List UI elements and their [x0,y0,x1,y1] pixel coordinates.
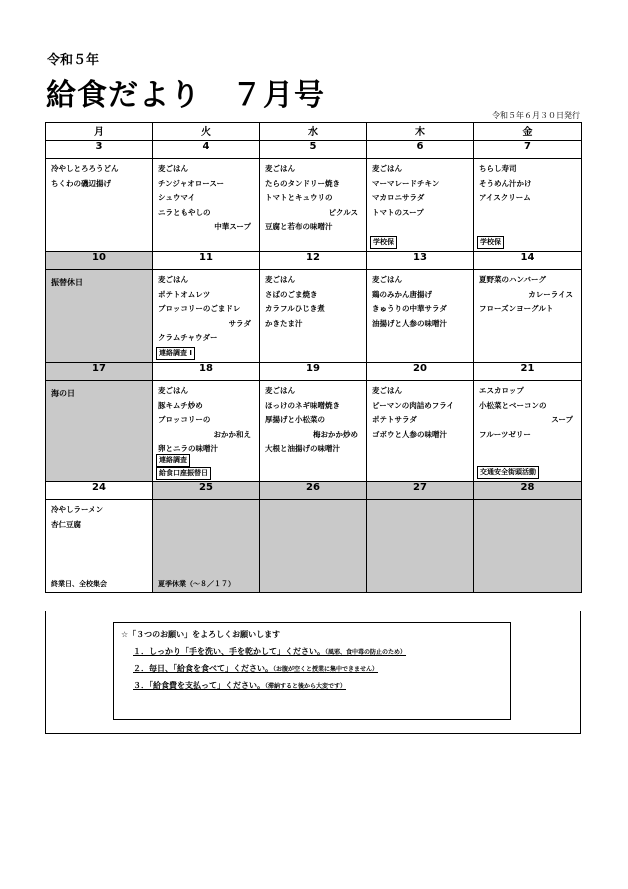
menu-item: 麦ごはん [265,275,295,284]
menu-item: 麦ごはん [158,164,188,173]
menu-item: アイスクリーム [479,193,531,202]
menu-cell [153,381,260,482]
date-cell: 6 [367,141,474,159]
menu-item: 油揚げと人参の味噌汁 [372,318,447,328]
menu-item: 麦ごはん [265,386,295,395]
menu-cell [46,159,153,252]
date-cell: 13 [367,252,474,270]
menu-cell [474,270,582,363]
menu-item: 卵とニラの味噌汁 [158,444,218,453]
menu-item: かきたま汁 [265,318,303,328]
weekday-tue: 火 [153,123,260,141]
event-tag: 夏季休業（～８／１７） [158,580,235,588]
menu-item: サラダ [228,318,251,328]
menu-item: おかか和え [213,429,251,439]
menu-cell [153,159,260,252]
date-cell: 20 [367,363,474,381]
menu-cell [46,500,153,593]
menu-item: 麦ごはん [158,386,188,395]
menu-item: きゅうりの中華サラダ [372,304,447,313]
event-tag: 終業日、全校集会 [51,580,107,588]
notice-line-2: ２．毎日、「給食を食べて」ください。（お腹が空くと授業に集中できません） [133,664,379,673]
notice-box [113,622,511,720]
menu-cell [46,270,153,363]
menu-item: ちくわの磯辺揚げ [51,178,111,188]
menu-item: ほっけのネギ味噌焼き [265,400,340,410]
date-cell: 17 [46,363,153,381]
menu-item: 冷やしラーメン [51,505,104,514]
menu-item: 中華スープ [214,222,251,231]
notice-lead: ☆「３つのお願い」をよろしくお願いします [121,630,281,639]
event-tag: 連絡調査 I [156,347,195,360]
menu-cell [260,159,367,252]
date-cell: 7 [474,141,582,159]
menu-item: さばのごま焼き [265,289,318,299]
date-cell: 3 [46,141,153,159]
menu-cell [260,270,367,363]
notice-line-3: ３．「給食費を支払って」ください。（滞納すると後から大変です） [133,681,347,690]
menu-item: マカロニサラダ [372,193,425,202]
menu-items [474,381,581,442]
menu-item: 小松菜とベーコンの [479,400,547,410]
menu-items [153,270,259,346]
date-cell: 19 [260,363,367,381]
menu-item: フルーツゼリー [479,429,531,439]
date-cell: 5 [260,141,367,159]
menu-item: ピクルス [328,207,358,217]
date-cell: 21 [474,363,582,381]
menu-item: シュウマイ [158,193,196,202]
date-cell: 4 [153,141,260,159]
menu-items [260,159,366,235]
era-label: 令和５年 [47,53,100,68]
menu-cell [46,381,153,482]
menu-row [46,500,582,593]
menu-items [367,159,473,220]
date-row [46,363,582,381]
menu-item: 麦ごはん [265,164,295,173]
menu-item: トマトのスープ [372,207,424,217]
date-cell: 14 [474,252,582,270]
date-row [46,482,582,500]
menu-item: カラフルひじき煮 [265,304,325,313]
date-cell: 28 [474,482,582,500]
menu-item: ゴボウと人参の味噌汁 [372,429,447,439]
menu-item: 夏野菜のハンバーグ [479,275,546,284]
date-row [46,141,582,159]
event-tag: 交通安全街頭活動 [477,466,539,479]
date-cell: 24 [46,482,153,500]
menu-item: カレーライス [528,289,573,299]
menu-item: ニラともやしの [158,207,211,217]
date-cell: 27 [367,482,474,500]
notice-line-1: １．しっかり「手を洗い、手を乾かして」ください。（風邪、食中毒の防止のため） [133,647,407,656]
menu-item: ブロッコリーの [158,415,211,424]
menu-item: 麦ごはん [372,275,402,284]
event-tag: 連絡調査 [156,454,190,467]
menu-item: 大根と油揚げの味噌汁 [265,444,340,453]
date-cell: 12 [260,252,367,270]
menu-item: フローズンヨーグルト [479,304,554,313]
menu-item: 麦ごはん [158,275,188,284]
menu-cell [474,500,582,593]
menu-cell [260,500,367,593]
menu-items [153,381,259,457]
menu-item: 梅おかか炒め [313,429,358,439]
newsletter-title: 給食だより ７月号 [46,78,325,113]
menu-cell [153,270,260,363]
menu-items [474,270,581,317]
menu-item: マーマレードチキン [372,178,440,188]
event-tag: 学校保 [370,236,397,249]
weekday-thu: 木 [367,123,474,141]
menu-item: ピーマンの肉詰めフライ [372,400,454,410]
menu-cell [260,381,367,482]
event-tag: 学校保 [477,236,504,249]
menu-item: たらのタンドリー焼き [265,178,340,188]
date-cell: 11 [153,252,260,270]
lunch-calendar [45,122,582,593]
menu-row [46,270,582,363]
weekday-header-row [46,123,582,141]
weekday-mon: 月 [46,123,153,141]
menu-item: 鶏のみかん唐揚げ [372,289,432,299]
menu-items [367,270,473,331]
menu-items [260,381,366,457]
weekday-fri: 金 [474,123,582,141]
menu-row [46,381,582,482]
menu-cell [367,500,474,593]
menu-items [46,159,152,191]
menu-item: 厚揚げと小松菜の [265,415,325,424]
date-row [46,252,582,270]
date-cell: 10 [46,252,153,270]
menu-cell [367,381,474,482]
menu-cell [153,500,260,593]
menu-item: 豚キムチ炒め [158,400,203,410]
menu-item: ちらし寿司 [479,164,517,173]
menu-item: チンジャオロースー [158,178,225,188]
menu-item: ポテトオムレツ [158,289,211,299]
menu-item: ポテトサラダ [372,415,417,424]
holiday-label: 海の日 [51,389,75,398]
holiday-label: 振替休日 [51,278,83,287]
menu-items [153,159,259,235]
date-cell: 26 [260,482,367,500]
menu-items [260,270,366,331]
menu-item: 麦ごはん [372,164,402,173]
menu-item: ブロッコリーのごまドレ [158,304,241,313]
menu-item: スープ [551,415,573,424]
menu-items [474,159,581,206]
menu-item: 麦ごはん [372,386,402,395]
date-cell: 25 [153,482,260,500]
menu-item: エスカロップ [479,386,524,395]
menu-item: 杏仁豆腐 [51,519,81,529]
menu-item: そうめん汁かけ [479,178,532,188]
menu-item: クラムチャウダー [158,333,218,342]
menu-item: トマトとキュウリの [265,193,333,202]
menu-item: 冷やしとろろうどん [51,164,119,173]
menu-item: 豆腐と若布の味噌汁 [265,222,333,231]
menu-row [46,159,582,252]
menu-items [46,500,152,532]
date-cell: 18 [153,363,260,381]
menu-cell [474,159,582,252]
menu-cell [367,159,474,252]
issue-date: 令和５年６月３０日発行 [492,111,580,120]
menu-cell [474,381,582,482]
menu-cell [367,270,474,363]
menu-items [367,381,473,442]
event-tag: 給食口座振替日 [156,467,211,480]
weekday-wed: 水 [260,123,367,141]
